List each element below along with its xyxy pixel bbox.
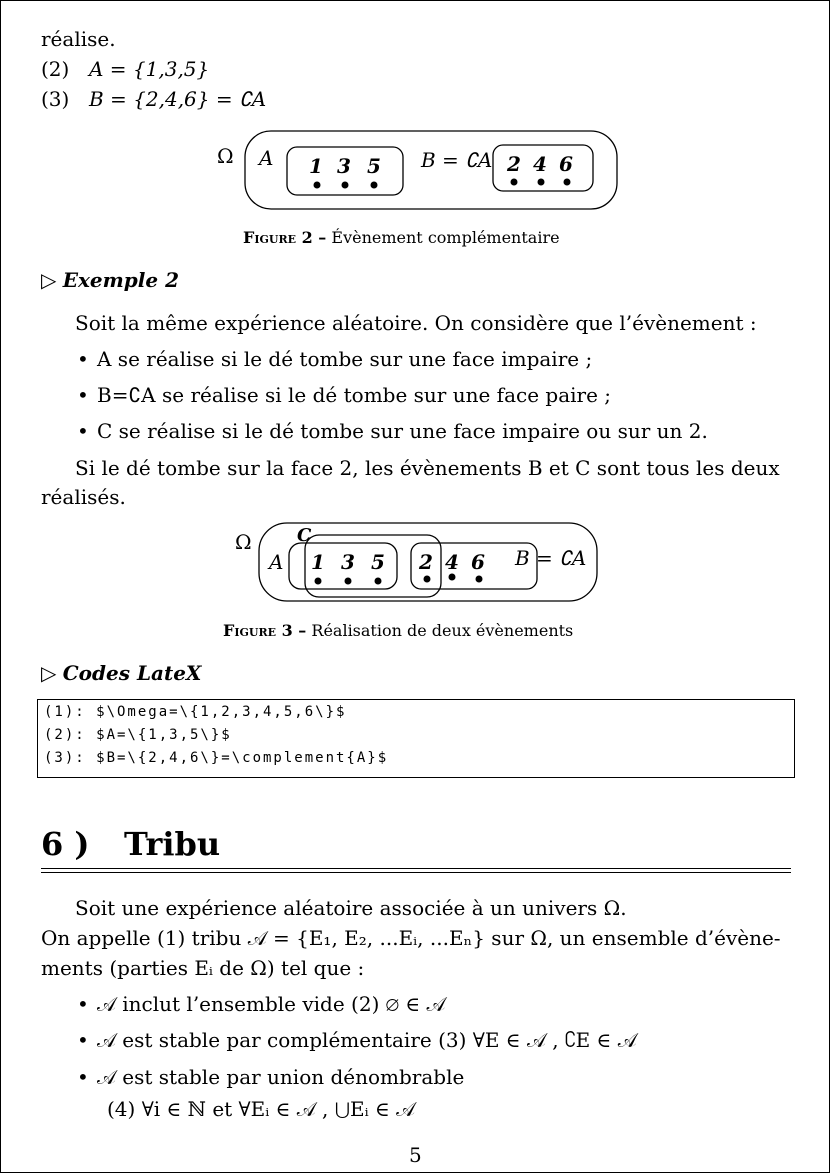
caption-text: Évènement complémentaire bbox=[331, 228, 560, 247]
number-3: 3 bbox=[337, 154, 351, 178]
set-c-label: C bbox=[297, 525, 312, 546]
point-dot bbox=[564, 179, 571, 186]
point-dot bbox=[424, 576, 431, 583]
equation-body: B = {2,4,6} = ∁A bbox=[89, 87, 267, 111]
bullet-icon: • bbox=[77, 1065, 89, 1089]
omega-label: Ω bbox=[235, 530, 252, 554]
section-rule bbox=[41, 868, 791, 869]
number-4: 4 bbox=[533, 152, 547, 176]
point-dot bbox=[345, 578, 352, 585]
set-a-label: A bbox=[269, 550, 284, 574]
conclusion-line-2: réalisés. bbox=[41, 485, 126, 509]
omega-label: Ω bbox=[217, 144, 234, 168]
point-dot bbox=[314, 182, 321, 189]
section-title: Tribu bbox=[124, 825, 221, 863]
set-a-label: A bbox=[259, 146, 274, 170]
bullet-item: B=∁A se réalise si le dé tombe sur une face paire ; bbox=[97, 383, 612, 407]
figure-2-caption bbox=[243, 228, 560, 247]
bullet-formula: (4) ∀i ∈ ℕ et ∀Eᵢ ∈ 𝒜 , ⋃Eᵢ ∈ 𝒜 bbox=[107, 1097, 416, 1121]
point-dot bbox=[476, 576, 483, 583]
bullet-item: 𝒜 est stable par complémentaire (3) ∀E ∈ 𝒜 , ∁E ∈ 𝒜 bbox=[97, 1028, 637, 1052]
text-line: réalise. bbox=[41, 27, 116, 51]
code-block bbox=[37, 699, 795, 778]
definition-line-1: On appelle (1) tribu 𝒜 = {E₁, E₂, ...Eᵢ, ...Eₙ} sur Ω, un ensemble d’évène- bbox=[41, 926, 781, 950]
bullet-item: 𝒜 inclut l’ensemble vide (2) ∅ ∈ 𝒜 bbox=[97, 992, 446, 1016]
number-1: 1 bbox=[311, 550, 325, 574]
example-title: Exemple 2 bbox=[62, 268, 179, 292]
codes-heading bbox=[41, 661, 201, 685]
caption-label: Figure 2 – bbox=[243, 228, 327, 247]
figure-3-diagram bbox=[231, 519, 601, 605]
figure-2-diagram bbox=[211, 125, 623, 215]
codes-title: Codes LateX bbox=[62, 661, 202, 685]
section-intro: Soit une expérience aléatoire associée à un univers Ω. bbox=[75, 896, 627, 920]
point-dot bbox=[371, 182, 378, 189]
bullet-icon: • bbox=[77, 419, 89, 443]
code-line: (3): $B=\{2,4,6\}=\complement{A}$ bbox=[44, 750, 389, 766]
number-5: 5 bbox=[371, 550, 385, 574]
equation-number: (3) bbox=[41, 87, 70, 111]
triangle-marker-icon: ▷ bbox=[41, 268, 57, 292]
code-line: (2): $A=\{1,3,5\}$ bbox=[44, 727, 232, 743]
page-number: 5 bbox=[409, 1143, 422, 1167]
number-6: 6 bbox=[559, 152, 573, 176]
caption-text: Réalisation de deux évènements bbox=[311, 621, 574, 640]
set-b-label: B = ∁A bbox=[515, 546, 587, 570]
bullet-icon: • bbox=[77, 347, 89, 371]
point-dot bbox=[538, 179, 545, 186]
code-line: (1): $\Omega=\{1,2,3,4,5,6\}$ bbox=[44, 704, 347, 720]
number-2: 2 bbox=[507, 152, 521, 176]
example-intro: Soit la même expérience aléatoire. On considère que l’évènement : bbox=[75, 311, 757, 335]
point-dot bbox=[511, 179, 518, 186]
point-dot bbox=[342, 182, 349, 189]
bullet-icon: • bbox=[77, 1028, 89, 1052]
definition-line-2: ments (parties Eᵢ de Ω) tel que : bbox=[41, 956, 365, 980]
bullet-icon: • bbox=[77, 383, 89, 407]
figure-3-caption bbox=[223, 621, 573, 640]
set-b-label: B = ∁A bbox=[421, 148, 493, 172]
bullet-icon: • bbox=[77, 992, 89, 1016]
section-rule bbox=[41, 872, 791, 873]
bullet-item: A se réalise si le dé tombe sur une face impaire ; bbox=[97, 347, 593, 371]
bullet-item: C se réalise si le dé tombe sur une face impaire ou sur un 2. bbox=[97, 419, 708, 443]
equation-3 bbox=[41, 87, 266, 111]
number-3: 3 bbox=[341, 550, 355, 574]
number-1: 1 bbox=[309, 154, 323, 178]
number-4: 4 bbox=[445, 550, 459, 574]
section-number: 6 ) bbox=[41, 825, 90, 863]
point-dot bbox=[449, 574, 456, 581]
equation-2 bbox=[41, 57, 209, 81]
example-2-heading bbox=[41, 268, 179, 292]
equation-number: (2) bbox=[41, 57, 70, 81]
number-6: 6 bbox=[471, 550, 485, 574]
point-dot bbox=[375, 578, 382, 585]
equation-body: A = {1,3,5} bbox=[89, 57, 210, 81]
conclusion-line-1: Si le dé tombe sur la face 2, les évènements B et C sont tous les deux bbox=[75, 456, 780, 480]
number-2: 2 bbox=[419, 550, 433, 574]
caption-label: Figure 3 – bbox=[223, 621, 307, 640]
triangle-marker-icon: ▷ bbox=[41, 661, 57, 685]
bullet-item: 𝒜 est stable par union dénombrable bbox=[97, 1065, 465, 1089]
point-dot bbox=[315, 578, 322, 585]
number-5: 5 bbox=[367, 154, 381, 178]
